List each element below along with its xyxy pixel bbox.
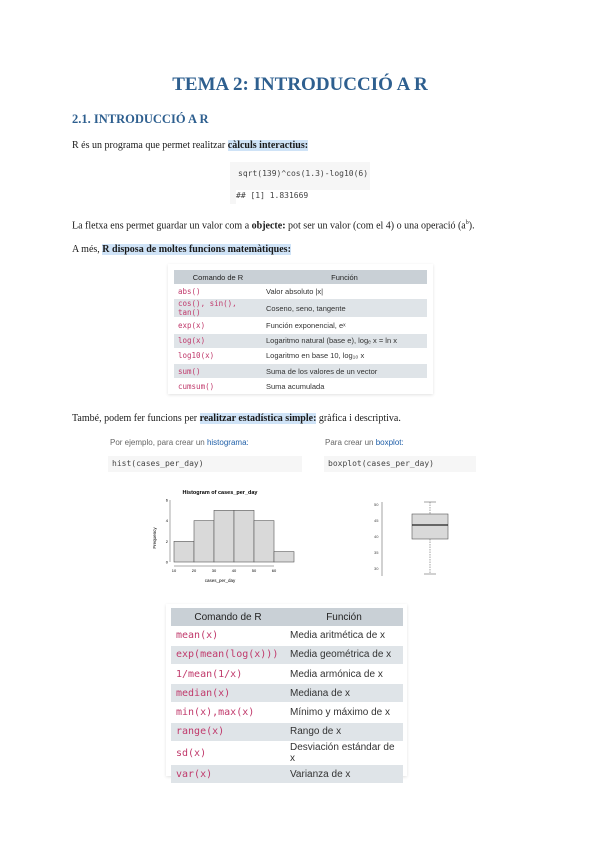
column-header: Comando de R: [171, 608, 285, 626]
histogram-bar: [274, 552, 294, 562]
column-header: Comando de R: [174, 270, 262, 284]
paragraph-objecte: [72, 217, 475, 232]
boxplot-tick: 30: [374, 566, 379, 571]
table-row: [171, 765, 403, 784]
paragraph-text: gràfica i descriptiva.: [316, 413, 401, 424]
histogram-ylabel: Frequency: [152, 527, 157, 549]
histogram-chart: [110, 478, 310, 590]
command-cell: sum(): [174, 363, 262, 378]
description-cell: Desviación estándar de x: [285, 742, 403, 765]
command-cell: mean(x): [171, 626, 285, 645]
highlight-estadistica: realitzar estadística simple:: [199, 413, 317, 424]
command-cell: median(x): [171, 684, 285, 703]
histogram-bar: [174, 541, 194, 562]
description-cell: Valor absoluto |x|: [262, 284, 427, 299]
description-cell: Media geométrica de x: [285, 645, 403, 664]
command-cell: var(x): [171, 765, 285, 784]
command-cell: abs(): [174, 284, 262, 299]
boxplot-chart: [362, 494, 452, 584]
paragraph-text: ).: [468, 220, 475, 232]
boxplot-ticks: [374, 502, 379, 571]
x-tick-label: 10: [171, 568, 177, 573]
description-cell: Media aritmética de x: [285, 626, 403, 645]
highlight-funcions: R disposa de moltes funcions matemàtiques:: [102, 244, 291, 255]
command-cell: log(x): [174, 333, 262, 348]
table-row: [171, 703, 403, 722]
superscript: b: [465, 220, 469, 226]
table-math-functions: [174, 270, 427, 394]
y-tick-label: 6: [165, 497, 168, 503]
description-cell: Mínimo y máximo de x: [285, 703, 403, 722]
column-header: Función: [285, 608, 403, 626]
code-block-calc: [230, 162, 370, 204]
x-tick-label: 40: [231, 568, 237, 573]
table-row: [171, 645, 403, 664]
description-cell: Rango de x: [285, 722, 403, 741]
paragraph-estadistica: [72, 412, 401, 425]
histogram-bar: [194, 521, 214, 562]
highlight-calculs: càlculs interactius:: [227, 140, 309, 151]
code-boxplot: boxplot(cases_per_day): [324, 456, 476, 472]
paragraph-text: La fletxa ens permet guardar un valor com a: [72, 220, 252, 232]
paragraph-text: R és un programa que permet realitzar: [72, 140, 228, 151]
description-cell: Suma acumulada: [262, 379, 427, 394]
caption-highlight: boxplot:: [375, 438, 404, 447]
command-cell: sd(x): [171, 742, 285, 765]
page-title: TEMA 2: INTRODUCCIÓ A R: [172, 74, 428, 95]
histogram-title: Histogram of cases_per_day: [182, 490, 258, 496]
description-cell: Media armónica de x: [285, 664, 403, 683]
table-stats-functions-wrapper: [166, 604, 407, 780]
paragraph-calculs: [72, 139, 308, 152]
figure-stats-plots: [100, 432, 480, 590]
x-tick-label: 50: [251, 568, 257, 573]
description-cell: Logaritmo en base 10, log₁₀ x: [262, 348, 427, 363]
paragraph-text: A més,: [72, 244, 103, 255]
left-caption: [110, 438, 249, 447]
table-row: [174, 333, 427, 348]
x-tick-label: 20: [191, 568, 197, 573]
description-cell: Mediana de x: [285, 684, 403, 703]
table-row: [171, 626, 403, 645]
caption-text: Por ejemplo, para crear un: [110, 438, 207, 447]
caption-highlight: histograma:: [206, 438, 249, 447]
paragraph-text: També, podem fer funcions per: [72, 413, 200, 424]
table-row: [174, 318, 427, 333]
table-row: [171, 722, 403, 741]
y-tick-label: 4: [165, 518, 168, 524]
bold-objecte: objecte:: [251, 220, 286, 232]
command-cell: log10(x): [174, 348, 262, 363]
histogram-bar: [234, 510, 254, 562]
caption-text: Para crear un: [325, 438, 376, 447]
section-heading: 2.1. INTRODUCCIÓ A R: [72, 112, 209, 126]
table-row: [171, 684, 403, 703]
description-cell: Varianza de x: [285, 765, 403, 784]
boxplot-tick: 40: [374, 534, 379, 539]
table-row: [174, 363, 427, 378]
table-row: [171, 742, 403, 765]
histogram-bar: [214, 510, 234, 562]
table-row: [171, 664, 403, 683]
description-cell: Coseno, seno, tangente: [262, 299, 427, 318]
command-cell: exp(x): [174, 318, 262, 333]
table-row: [174, 379, 427, 394]
code-line: sqrt(139)^cos(1.3)-log10(6): [238, 169, 369, 178]
command-cell: exp(mean(log(x))): [171, 645, 285, 664]
boxplot-tick: 35: [374, 550, 379, 555]
column-header: Función: [262, 270, 427, 284]
histogram-bar: [254, 521, 274, 562]
description-cell: Logaritmo natural (base e), logₑ x = ln x: [262, 333, 427, 348]
description-cell: Función exponencial, eˣ: [262, 318, 427, 333]
boxplot-tick: 45: [374, 518, 379, 523]
boxplot-tick: 50: [374, 502, 379, 507]
y-tick-label: 0: [165, 559, 168, 565]
command-cell: 1/mean(1/x): [171, 664, 285, 683]
histogram-xlabel: cases_per_day: [204, 578, 236, 583]
table-row: [174, 299, 427, 318]
command-cell: range(x): [171, 722, 285, 741]
x-tick-label: 30: [211, 568, 217, 573]
command-cell: cumsum(): [174, 379, 262, 394]
table-math-functions-wrapper: [168, 264, 433, 394]
boxplot-box: [412, 514, 448, 539]
paragraph-funcions: [72, 243, 291, 256]
command-cell: min(x),max(x): [171, 703, 285, 722]
table-row: [174, 348, 427, 363]
description-cell: Suma de los valores de un vector: [262, 363, 427, 378]
table-row: [174, 284, 427, 299]
paragraph-text: pot ser un valor (com el 4) o una operació (a: [285, 220, 466, 232]
code-output: ## [1] 1.831669: [236, 191, 309, 200]
table-stats-functions: [171, 608, 403, 784]
x-tick-label: 60: [271, 568, 277, 573]
right-caption: [325, 438, 404, 447]
command-cell: cos(), sin(), tan(): [174, 299, 262, 318]
y-tick-label: 2: [165, 538, 168, 544]
code-hist: hist(cases_per_day): [108, 456, 302, 472]
